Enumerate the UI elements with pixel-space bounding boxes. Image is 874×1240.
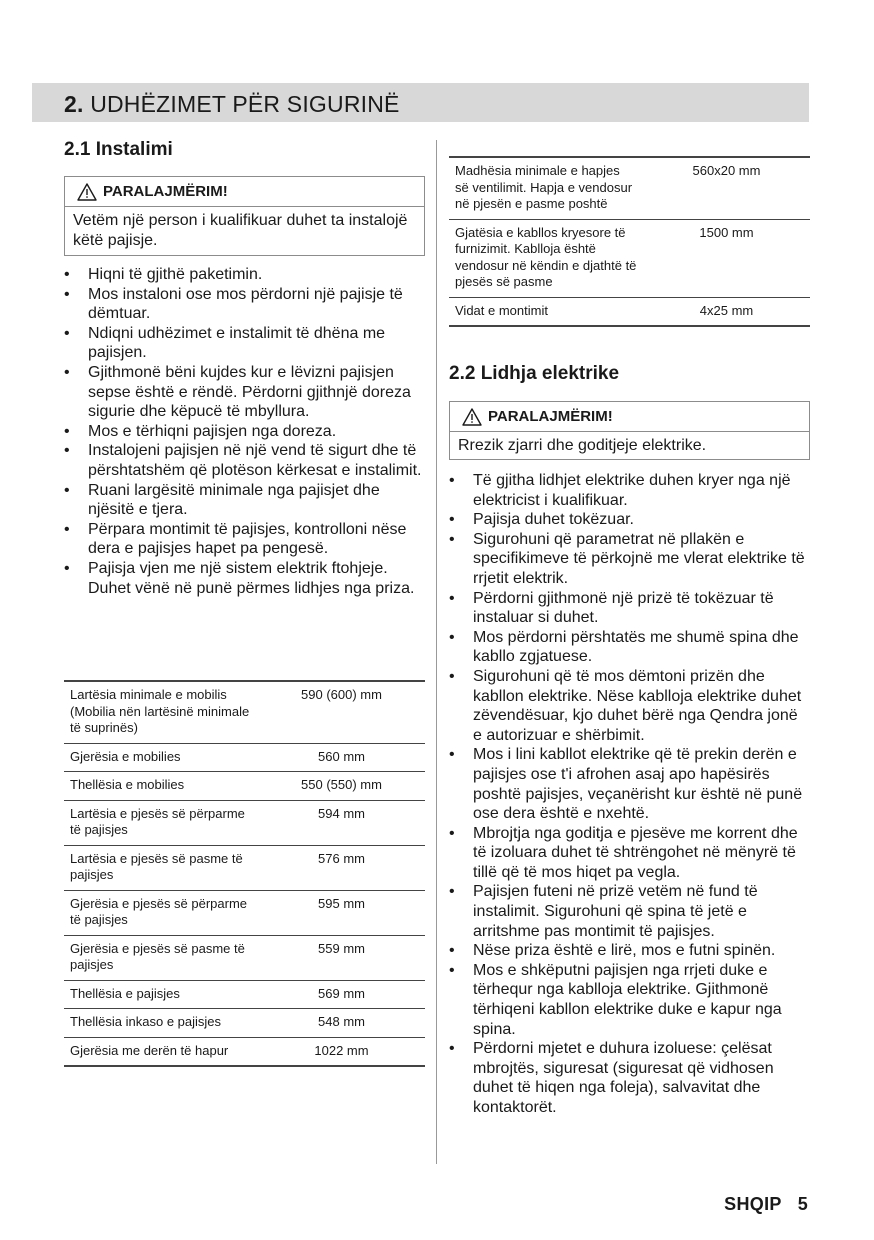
page-title [64,91,400,117]
spec-label: Gjerësia e pjesës së pasme të pajisjes [70,940,245,972]
spec-label: Lartësia e pjesës së përparme të pajisjes [70,805,245,837]
spec-value: 548 mm [318,1014,365,1029]
bullet-item: • Pajisja duhet tokëzuar. [449,510,811,530]
spec-value: 560 mm [318,748,365,764]
section-title-text: UDHËZIMET PËR SIGURINË [90,91,400,117]
table-row [64,681,425,743]
spec-value: 595 mm [318,895,365,911]
bullet-item: • Mos përdorni përshtatës me shumë spina dhe kabllo zgjatuese. [449,628,811,667]
spec-value: 4x25 mm [699,302,754,318]
spec-label: Thellësia inkaso e pajisjes [70,1014,222,1029]
table-row [64,800,425,845]
spec-value: 560x20 mm [692,163,761,178]
bullet-item: • Mos i lini kabllot elektrike që të prekin derën e pajisjes ose t'i afrohen asaj apo hapësirës poshtë pajisjes, veçanërisht kur është në punë ose dera është e nxehtë. [449,745,811,823]
warning-label: PARALAJMËRIM! [488,408,613,425]
bullet-item: • Të gjitha lidhjet elektrike duhen kryer nga një elektricist i kualifikuar. [449,471,811,510]
bullet-item: • Nëse priza është e lirë, mos e futni spinën. [449,941,811,961]
bullet-item: • Mos instaloni ose mos përdorni një pajisje të dëmtuar. [64,285,426,324]
spec-value: 559 mm [318,940,365,956]
warning-box-lidhja [449,401,810,460]
warning-label: PARALAJMËRIM! [103,183,228,200]
spec-value: 1022 mm [314,1042,369,1058]
spec-label: Thellësia e pajisjes [70,985,180,1001]
section-title-instalimi: 2.1 Instalimi [64,139,173,160]
table-row [64,1037,425,1066]
spec-value: 1500 mm [699,224,754,240]
footer-language: SHQIP [724,1194,782,1214]
bullet-item: • Mbrojtja nga goditja e pjesëve me korrent dhe të izoluara duhet të shtrëngohet në mënyrë të tillë që të mos hiqet pa vegla. [449,824,811,883]
bullet-item: • Përpara montimit të pajisjes, kontrolloni nëse dera e pajisjes hapet pa pengesë. [64,520,426,559]
warning-box-instalimi [64,176,425,256]
installation-specs-table [449,156,810,327]
spec-value: 550 (550) mm [301,777,382,792]
spec-value: 569 mm [318,985,365,1001]
bullet-item: • Mos e tërhiqni pajisjen nga doreza. [64,422,426,442]
bullet-item: • Instalojeni pajisjen në një vend të sigurt dhe të përshtatshëm që plotëson kërkesat e instalimit. [64,441,426,480]
bullet-item: • Pajisjen futeni në prizë vetëm në fund të instalimit. Sigurohuni që spina të jetë e arritshme pas montimit të pajisjes. [449,882,811,941]
table-row [64,890,425,935]
table-row [64,980,425,1009]
warning-header [450,402,809,432]
table-row [64,1009,425,1038]
warning-text: Vetëm një person i kualifikuar duhet ta instalojë këtë pajisje. [73,212,408,249]
spec-label: Thellësia e mobilies [70,777,185,792]
dimensions-table [64,680,425,1067]
table-row [449,297,810,326]
page-number: 5 [797,1194,808,1214]
page-footer [724,1194,808,1215]
spec-label: Gjerësia e mobilies [70,748,181,764]
bullet-item: • Hiqni të gjithë paketimin. [64,265,426,285]
column-divider [436,140,437,1164]
warning-header [65,177,424,207]
bullet-item: • Gjithmonë bëni kujdes kur e lëvizni pajisjen sepse është e rëndë. Përdorni gjithnjë doreza sigurie dhe këpucë të mbyllura. [64,363,426,422]
warning-text: Rrezik zjarri dhe goditjeje elektrike. [458,437,707,454]
spec-label: Madhësia minimale e hapjes së ventilimit. Hapja e vendosur në pjesën e pasme poshtë [455,163,633,211]
spec-value: 576 mm [318,850,365,866]
bullet-item: • Ruani largësitë minimale nga pajisjet dhe njësitë e tjera. [64,481,426,520]
table-row [64,935,425,980]
bullet-item: • Ndiqni udhëzimet e instalimit të dhëna me pajisjen. [64,324,426,363]
bullet-item: • Sigurohuni që parametrat në pllakën e specifikimeve të përkojnë me vlerat elektrike të rrjetit elektrik. [449,530,811,589]
table-row [449,157,810,219]
spec-label: Gjatësia e kabllos kryesore të furnizimit. Kablloja është vendosur në këndin e djathtë të pjesës së pasme [455,224,637,289]
spec-value: 590 (600) mm [301,687,382,702]
warning-icon [77,183,97,201]
bullet-item: • Përdorni mjetet e duhura izoluese: çelësat mbrojtës, siguresat (siguresat që vidhosen duhet të hiqen nga foleja), salvavitat dhe kontaktorët. [449,1039,811,1117]
warning-icon [462,408,482,426]
bullet-item: • Mos e shkëputni pajisjen nga rrjeti duke e tërhequr nga kablloja elektrike. Gjithmonë tërhiqeni kabllon elektrike duke e kapur nga spina. [449,961,811,1039]
spec-value: 594 mm [318,805,365,821]
spec-label: Gjerësia e pjesës së përparme të pajisjes [70,895,248,927]
spec-label: Lartësia e pjesës së pasme të pajisjes [70,850,243,882]
spec-label: Gjerësia me derën të hapur [70,1042,229,1058]
bullet-item: • Përdorni gjithmonë një prizë të tokëzuar të instaluar si duhet. [449,589,811,628]
spec-label: Vidat e montimit [455,302,548,318]
section-title-lidhja-elektrike: 2.2 Lidhja elektrike [449,363,620,384]
section-number: 2. [64,91,84,117]
table-row [64,743,425,772]
table-row [64,772,425,801]
bullet-item: • Sigurohuni që të mos dëmtoni prizën dhe kabllon elektrike. Nëse kablloja elektrike duhet zëvendësuar, kjo duhet bërë nga Qendra jonë e autorizuar e shërbimit. [449,667,811,745]
spec-label: Lartësia minimale e mobilis (Mobilia nën lartësinë minimale të suprinës) [70,687,250,735]
table-row [64,845,425,890]
lidhja-bullet-list [449,471,811,1118]
table-row [449,219,810,297]
instalimi-bullet-list [64,265,426,598]
bullet-item: • Pajisja vjen me një sistem elektrik ftohjeje. Duhet vënë në punë përmes lidhjes nga priza. [64,559,426,598]
